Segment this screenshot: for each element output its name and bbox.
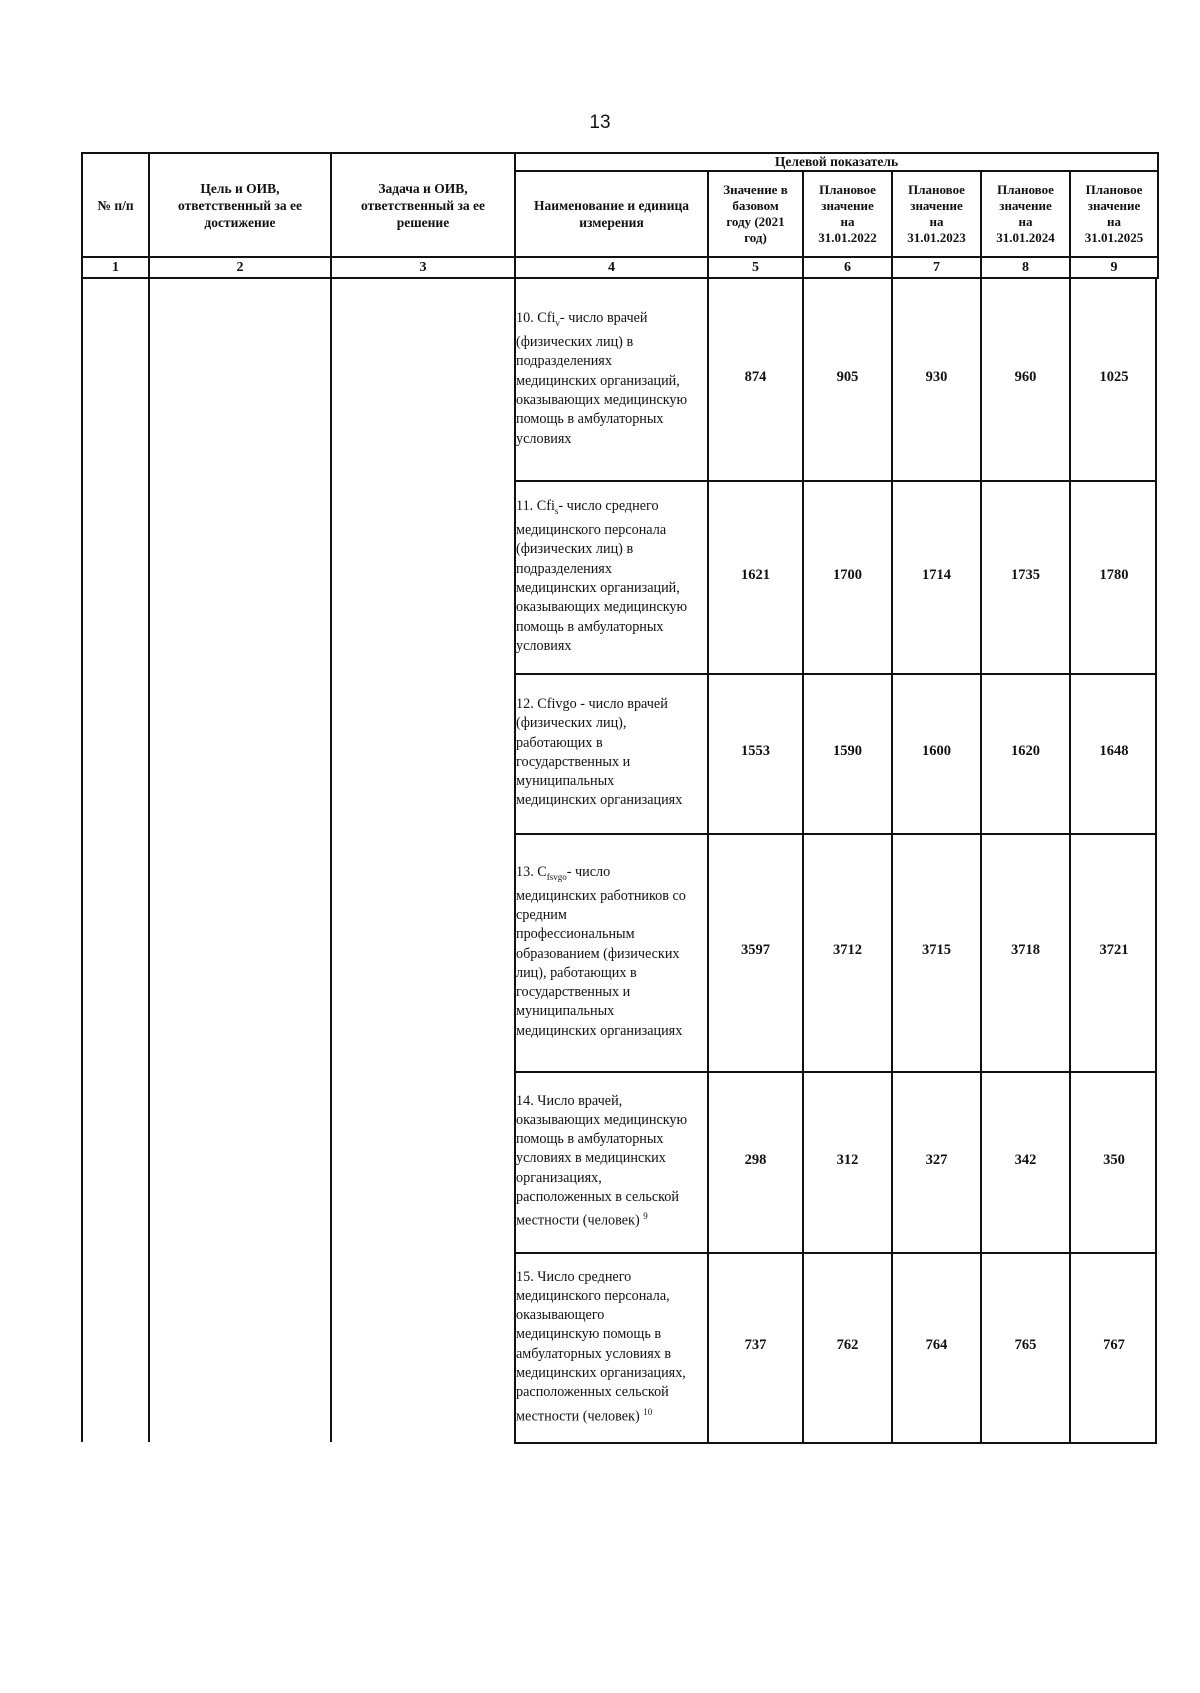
indicator-value: 3597	[741, 942, 770, 958]
header-goal: Цель и ОИВ, ответственный за ее достижение	[178, 180, 302, 230]
col3-rule	[330, 152, 332, 1442]
indicator-name-text: - число медицинских работников со средним профессиональным образованием (физических лиц), работающих в государственных и муниципальных медицинских организациях	[516, 863, 686, 1039]
indicator-value: 960	[1014, 369, 1037, 385]
header-plan-2025: Плановое значение на 31.01.2025	[1084, 182, 1144, 245]
column-number: 6	[844, 260, 851, 275]
indicator-value: 1590	[833, 743, 862, 759]
indicator-name	[516, 1092, 708, 1232]
col2-rule	[148, 152, 150, 1442]
indicator-value: 1735	[1011, 566, 1040, 583]
indicator-value: 905	[836, 369, 859, 385]
indicator-value: 327	[925, 1151, 948, 1168]
indicator-name	[516, 309, 708, 449]
indicator-name-text: - число врачей (физических лиц) в подразделениях медицинских организаций, оказывающих медицинскую помощь в амбулаторных условиях	[516, 310, 688, 447]
column-number: 8	[1022, 260, 1029, 275]
footnote-reference: 9	[643, 1211, 648, 1222]
indicator-name-text: 13. C	[516, 863, 547, 880]
column-number: 2	[236, 260, 244, 275]
column-number: 3	[419, 260, 427, 275]
indicator-value: 737	[744, 1337, 767, 1353]
header-base-value: Значение в базовом году (2021 год)	[723, 182, 788, 245]
header-plan-2023: Плановое значение на 31.01.2023	[907, 182, 966, 245]
header-plan-2024: Плановое значение на 31.01.2024	[996, 182, 1055, 245]
indicator-value: 3721	[1099, 942, 1129, 958]
indicator-name-text: 10. Cfi	[516, 310, 556, 326]
footnote-reference: 10	[643, 1406, 653, 1417]
indicator-value: 3715	[922, 942, 951, 958]
indicator-value: 1620	[1011, 743, 1040, 759]
indicator-value: 1700	[833, 566, 862, 583]
indicator-value: 762	[836, 1337, 859, 1353]
header-indicator-name: Наименование и единица измерения	[533, 198, 690, 230]
row-bottom-rule	[514, 1252, 1157, 1254]
row-bottom-rule	[514, 833, 1157, 835]
table-right-rule	[1157, 152, 1159, 279]
row-bottom-rule	[514, 1442, 1157, 1444]
indicator-value: 1600	[922, 743, 951, 759]
row-bottom-rule	[514, 1071, 1157, 1073]
indicator-name	[516, 863, 708, 1042]
indicator-value: 1648	[1099, 743, 1129, 759]
indicator-value: 764	[925, 1337, 948, 1353]
header-plan-2022: Плановое значение на 31.01.2022	[818, 182, 877, 245]
indicator-name-text: 12. Cfivgo - число врачей (физических лиц), работающих в государственных и муниципальных медицинских организациях	[516, 696, 683, 809]
indicator-name-text: - число среднего медицинского персонала (физических лиц) в подразделениях медицинских организаций, оказывающих медицинскую помощь в амбулаторных условиях	[516, 498, 688, 654]
table-left-rule	[81, 152, 83, 1442]
header-row-number: № п/п	[97, 197, 134, 213]
row-bottom-rule	[514, 673, 1157, 675]
indicator-name-text: 11. Cfi	[516, 498, 555, 514]
indicator-value: 1025	[1099, 369, 1129, 385]
header-task: Задача и ОИВ, ответственный за ее решение	[361, 180, 485, 230]
indicator-value: 767	[1103, 1337, 1125, 1353]
indicator-value: 3712	[833, 942, 862, 958]
indicator-name-subscript: fsvgo	[546, 871, 567, 882]
indicator-value: 874	[744, 369, 767, 385]
indicator-name-text: 15. Число среднего медицинского персонала, оказывающего медицинскую помощь в амбулаторных условиях в медицинских организациях, расположенных сельской местности (человек)	[516, 1268, 686, 1425]
indicator-name-subscript: v	[555, 317, 560, 328]
indicator-name-subscript: s	[554, 505, 559, 516]
indicator-value: 350	[1103, 1151, 1125, 1168]
indicator-value: 3718	[1011, 942, 1040, 958]
column-number: 4	[608, 260, 615, 275]
indicator-value: 1780	[1099, 566, 1129, 583]
indicator-value: 1714	[922, 566, 951, 583]
column-number-rule	[81, 277, 1157, 279]
indicator-value: 312	[836, 1151, 859, 1168]
header-bottom-rule	[81, 256, 1157, 258]
page-number: 13	[589, 112, 611, 133]
indicator-value: 1553	[741, 743, 770, 759]
row-bottom-rule	[514, 480, 1157, 482]
indicator-value: 298	[744, 1151, 767, 1168]
column-number: 5	[752, 260, 759, 275]
indicator-value: 342	[1014, 1151, 1037, 1168]
indicator-name	[516, 1268, 708, 1427]
indicator-value: 765	[1014, 1337, 1037, 1353]
column-number: 7	[933, 260, 940, 275]
indicator-value: 930	[925, 369, 948, 385]
indicator-name-text: 14. Число врачей, оказывающих медицинскую помощь в амбулаторных условиях в медицинских организациях, расположенных в сельской местности (человек)	[516, 1092, 688, 1230]
column-number: 9	[1110, 260, 1118, 275]
indicator-name	[516, 497, 708, 656]
column-number: 1	[112, 260, 119, 275]
indicator-value: 1621	[741, 566, 770, 583]
indicator-name	[516, 695, 708, 811]
header-target-indicator: Целевой показатель	[774, 154, 899, 169]
